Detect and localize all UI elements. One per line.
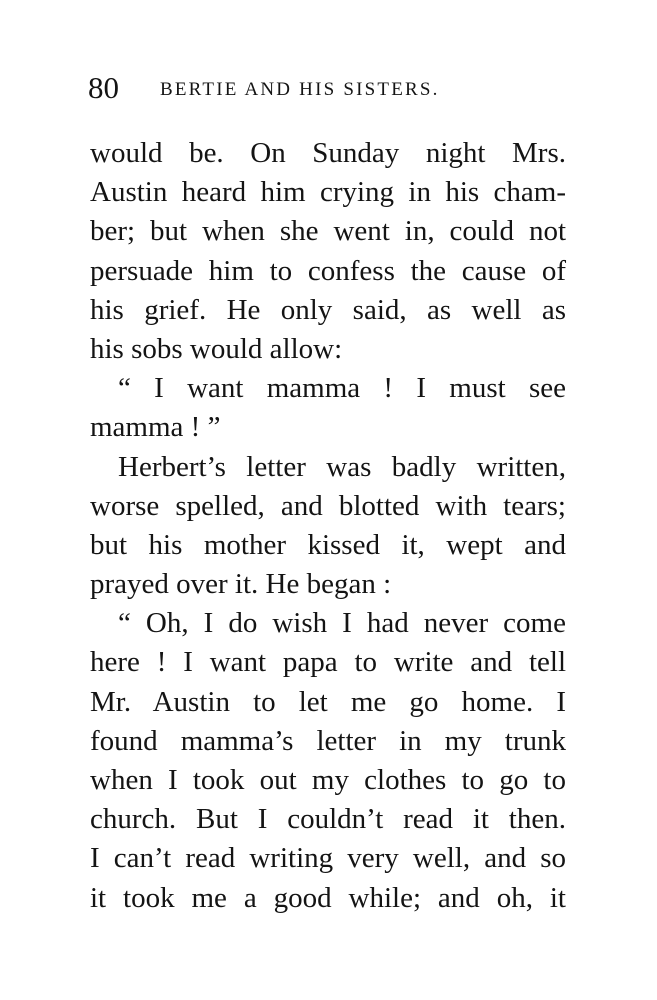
body-text (90, 134, 566, 918)
text-line: “ I want mamma ! I must see (118, 372, 566, 405)
text-line: it took me a good while; and oh, it (90, 881, 566, 914)
text-line: persuade him to confess the cause of (90, 254, 566, 287)
running-head (88, 68, 568, 108)
text-line: I can’t read writing very well, and so (90, 842, 566, 875)
text-line: Mr. Austin to let me go home. I (90, 685, 566, 718)
text-line: when I took out my clothes to go to (90, 764, 566, 796)
text-line: Austin heard him crying in his cham- (90, 176, 566, 209)
text-line: mamma ! ” (90, 411, 221, 444)
text-line: “ Oh, I do wish I had never come (118, 607, 566, 640)
text-line: Herbert’s letter was badly written, (118, 450, 566, 483)
text-line: his grief. He only said, as well as (90, 293, 566, 326)
text-line: prayed over it. He began : (90, 568, 392, 601)
running-title: BERTIE AND HIS SISTERS. (160, 79, 440, 100)
text-line: worse spelled, and blotted with tears; (90, 489, 566, 522)
text-line: his sobs would allow: (90, 332, 343, 365)
text-line: here ! I want papa to write and tell (90, 646, 566, 679)
text-line: would be. On Sunday night Mrs. (90, 137, 566, 169)
text-line: but his mother kissed it, wept and (90, 528, 566, 561)
text-line: church. But I couldn’t read it then. (90, 803, 566, 836)
page-number: 80 (88, 70, 119, 105)
text-line: found mamma’s letter in my trunk (90, 724, 566, 757)
text-line: ber; but when she went in, could not (90, 215, 566, 248)
